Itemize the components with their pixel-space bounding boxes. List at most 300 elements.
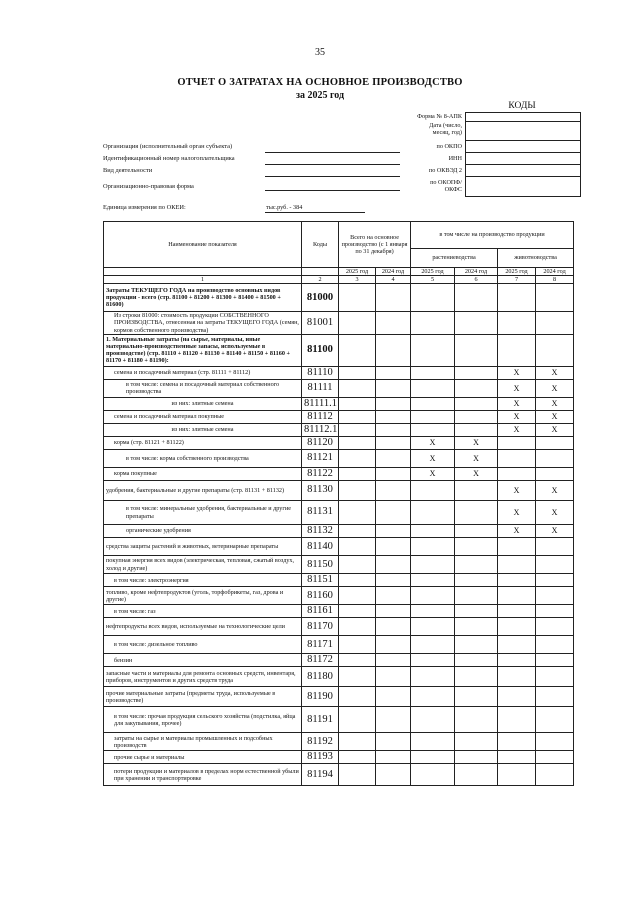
page-number: 35	[315, 47, 325, 58]
row-code: 81171	[302, 636, 339, 654]
value-cell[interactable]	[455, 525, 498, 538]
value-cell[interactable]	[411, 334, 455, 366]
table-row	[104, 707, 574, 733]
inn-code-label: ИНН	[448, 155, 462, 162]
row-name: Из строки 81000: стоимость продукции СОБСТВЕННОГО ПРОИЗВОДСТВА, отнесенная на затраты ТЕКУЩЕГО ГОДА (семян, кормов собственного производства)	[104, 312, 302, 334]
value-cell[interactable]	[498, 587, 536, 605]
value-cell[interactable]	[536, 707, 574, 733]
value-cell[interactable]	[411, 556, 455, 574]
table-row	[104, 605, 574, 618]
value-cell[interactable]	[376, 707, 411, 733]
date-label: Дата (число, месяц, год)	[429, 122, 462, 137]
value-cell[interactable]	[536, 556, 574, 574]
value-cell[interactable]	[455, 687, 498, 707]
row-name: нефтепродукты всех видов, используемые на технологические цели	[104, 618, 302, 636]
row-code: 81193	[302, 751, 339, 764]
header-year-2024: 2024 год	[376, 268, 411, 276]
value-cell[interactable]	[455, 410, 498, 423]
table-row	[104, 618, 574, 636]
value-cell[interactable]	[376, 366, 411, 379]
row-name: корма покупные	[104, 467, 302, 480]
value-cell[interactable]	[536, 605, 574, 618]
table-row	[104, 449, 574, 467]
row-name: прочие сырье и материалы	[104, 751, 302, 764]
value-cell[interactable]	[411, 366, 455, 379]
row-code: 81170	[302, 618, 339, 636]
value-cell[interactable]	[339, 366, 376, 379]
codes-header: КОДЫ	[508, 101, 536, 111]
table-row	[104, 436, 574, 449]
value-cell[interactable]	[376, 397, 411, 410]
row-name: в том числе: корма собственного производства	[104, 449, 302, 467]
value-cell[interactable]	[536, 667, 574, 687]
code-cell-inn[interactable]	[466, 153, 580, 165]
value-cell[interactable]	[455, 636, 498, 654]
unit-underline	[265, 212, 365, 213]
code-cell-form[interactable]	[466, 113, 580, 122]
not-applicable-cell: X	[498, 423, 536, 436]
row-code: 81122	[302, 467, 339, 480]
not-applicable-cell: X	[455, 449, 498, 467]
report-title: ОТЧЕТ О ЗАТРАТАХ НА ОСНОВНОЕ ПРОИЗВОДСТВО	[177, 77, 463, 88]
row-name: топливо, кроме нефтепродуктов (уголь, торфобрикеты, газ, дрова и другие)	[104, 587, 302, 605]
row-code: 81161	[302, 605, 339, 618]
row-code: 81111.1	[302, 397, 339, 410]
value-cell[interactable]	[411, 379, 455, 397]
not-applicable-cell: X	[536, 501, 574, 525]
value-cell[interactable]	[455, 284, 498, 312]
table-row	[104, 501, 574, 525]
value-cell[interactable]	[411, 707, 455, 733]
value-cell[interactable]	[339, 410, 376, 423]
value-cell[interactable]	[498, 618, 536, 636]
row-name: запасные части и материалы для ремонта основных средств, инвентаря, приборов, инструментов и других средств труда	[104, 667, 302, 687]
value-cell[interactable]	[411, 284, 455, 312]
row-name: в том числе: электроэнергия	[104, 574, 302, 587]
unit-label: Единица измерения по ОКЕИ:	[103, 204, 186, 211]
table-row	[104, 587, 574, 605]
value-cell[interactable]	[455, 667, 498, 687]
not-applicable-cell: X	[455, 467, 498, 480]
value-cell[interactable]	[376, 312, 411, 334]
value-cell[interactable]	[411, 525, 455, 538]
row-code: 81001	[302, 312, 339, 334]
value-cell[interactable]	[339, 605, 376, 618]
value-cell[interactable]	[498, 312, 536, 334]
value-cell[interactable]	[376, 449, 411, 467]
value-cell[interactable]	[455, 556, 498, 574]
value-cell[interactable]	[455, 397, 498, 410]
value-cell[interactable]	[339, 707, 376, 733]
value-cell[interactable]	[339, 556, 376, 574]
table-row	[104, 538, 574, 556]
row-code: 81112	[302, 410, 339, 423]
table-row	[104, 366, 574, 379]
row-name: затраты на сырье и материалы промышленных и подсобных производств	[104, 733, 302, 751]
not-applicable-cell: X	[455, 436, 498, 449]
value-cell[interactable]	[536, 636, 574, 654]
header-total: Всего на основное производство (с 1 января по 31 декабря)	[339, 222, 411, 268]
value-cell[interactable]	[536, 538, 574, 556]
row-code: 81151	[302, 574, 339, 587]
table-row	[104, 687, 574, 707]
value-cell[interactable]	[411, 764, 455, 786]
value-cell[interactable]	[339, 379, 376, 397]
value-cell[interactable]	[411, 501, 455, 525]
value-cell[interactable]	[339, 397, 376, 410]
row-name: в том числе: минеральные удобрения, бактериальные и другие препараты	[104, 501, 302, 525]
not-applicable-cell: X	[536, 379, 574, 397]
code-cell-okved[interactable]	[466, 165, 580, 177]
not-applicable-cell: X	[536, 481, 574, 501]
row-code: 81194	[302, 764, 339, 786]
value-cell[interactable]	[376, 538, 411, 556]
value-cell[interactable]	[498, 284, 536, 312]
value-cell[interactable]	[411, 538, 455, 556]
value-cell[interactable]	[376, 379, 411, 397]
row-code: 81150	[302, 556, 339, 574]
value-cell[interactable]	[339, 481, 376, 501]
row-name: семена и посадочный материал покупные	[104, 410, 302, 423]
costs-table	[103, 221, 574, 786]
header-name: Наименование показателя	[104, 222, 302, 268]
value-cell[interactable]	[376, 410, 411, 423]
row-name: семена и посадочный материал (стр. 81111 + 81112)	[104, 366, 302, 379]
value-cell[interactable]	[536, 312, 574, 334]
value-cell[interactable]	[536, 284, 574, 312]
value-cell[interactable]	[376, 556, 411, 574]
row-name: в том числе: газ	[104, 605, 302, 618]
column-number: 8	[536, 276, 574, 284]
table-row	[104, 397, 574, 410]
row-code: 81192	[302, 733, 339, 751]
column-number: 1	[104, 276, 302, 284]
not-applicable-cell: X	[536, 525, 574, 538]
table-row	[104, 284, 574, 312]
value-cell[interactable]	[411, 587, 455, 605]
value-cell[interactable]	[411, 312, 455, 334]
row-code: 81140	[302, 538, 339, 556]
not-applicable-cell: X	[536, 410, 574, 423]
table-row	[104, 312, 574, 334]
not-applicable-cell: X	[498, 481, 536, 501]
value-cell[interactable]	[411, 751, 455, 764]
value-cell[interactable]	[498, 654, 536, 667]
value-cell[interactable]	[411, 636, 455, 654]
value-cell[interactable]	[339, 618, 376, 636]
row-code: 81112.1	[302, 423, 339, 436]
value-cell[interactable]	[498, 751, 536, 764]
value-cell[interactable]	[339, 687, 376, 707]
value-cell[interactable]	[536, 587, 574, 605]
value-cell[interactable]	[498, 667, 536, 687]
value-cell[interactable]	[455, 618, 498, 636]
not-applicable-cell: X	[498, 501, 536, 525]
table-row	[104, 334, 574, 366]
row-code: 81190	[302, 687, 339, 707]
value-cell[interactable]	[339, 733, 376, 751]
header-animal: животноводства	[498, 249, 574, 268]
table-row	[104, 574, 574, 587]
not-applicable-cell: X	[536, 366, 574, 379]
row-code: 81110	[302, 366, 339, 379]
value-cell[interactable]	[536, 751, 574, 764]
row-name: 1. Материальные затраты (на сырье, материалы, иные материально-производственные запасы, используемые в производстве) (стр. 81110 + 81120 + 81130 + 81140 + 81150 + 81160 + 81170 + 81180 + 81190):	[104, 334, 302, 366]
value-cell[interactable]	[455, 587, 498, 605]
row-name: органические удобрения	[104, 525, 302, 538]
value-cell[interactable]	[376, 501, 411, 525]
value-cell[interactable]	[339, 334, 376, 366]
okpo-label: по ОКПО	[436, 143, 462, 150]
value-cell[interactable]	[339, 654, 376, 667]
row-name: потери продукции и материалов в пределах норм естественной убыли при хранении и транспортировке	[104, 764, 302, 786]
value-cell[interactable]	[411, 687, 455, 707]
value-cell[interactable]	[339, 764, 376, 786]
value-cell[interactable]	[376, 764, 411, 786]
value-cell[interactable]	[339, 501, 376, 525]
value-cell[interactable]	[455, 423, 498, 436]
row-name: покупная энергия всех видов (электрическая, тепловая, сжатый воздух, холод и другие)	[104, 556, 302, 574]
value-cell[interactable]	[411, 605, 455, 618]
value-cell[interactable]	[339, 449, 376, 467]
value-cell[interactable]	[376, 654, 411, 667]
not-applicable-cell: X	[498, 397, 536, 410]
value-cell[interactable]	[455, 605, 498, 618]
value-cell[interactable]	[498, 538, 536, 556]
not-applicable-cell: X	[411, 449, 455, 467]
value-cell[interactable]	[339, 423, 376, 436]
value-cell[interactable]	[536, 733, 574, 751]
value-cell[interactable]	[339, 636, 376, 654]
value-cell[interactable]	[376, 334, 411, 366]
table-row	[104, 733, 574, 751]
row-code: 81191	[302, 707, 339, 733]
value-cell[interactable]	[498, 467, 536, 480]
header-codes: Коды	[302, 222, 339, 268]
row-name: удобрения, бактериальные и другие препараты (стр. 81131 + 81132)	[104, 481, 302, 501]
value-cell[interactable]	[339, 667, 376, 687]
row-code: 81111	[302, 379, 339, 397]
column-number: 7	[498, 276, 536, 284]
form-label: Форма № 8-АПК	[417, 113, 462, 120]
activity-label: Вид деятельности	[103, 167, 153, 174]
value-cell[interactable]	[411, 667, 455, 687]
codes-box	[465, 112, 581, 197]
value-cell[interactable]	[536, 654, 574, 667]
value-cell[interactable]	[376, 605, 411, 618]
code-cell-okopf[interactable]	[466, 177, 580, 196]
header-year-2025: 2025 год	[498, 268, 536, 276]
value-cell[interactable]	[411, 574, 455, 587]
not-applicable-cell: X	[498, 410, 536, 423]
table-row	[104, 481, 574, 501]
header-year-2025: 2025 год	[339, 268, 376, 276]
value-cell[interactable]	[455, 733, 498, 751]
value-cell[interactable]	[339, 751, 376, 764]
value-cell[interactable]	[339, 587, 376, 605]
value-cell[interactable]	[339, 312, 376, 334]
legal-form-label: Организационно-правовая форма	[103, 183, 194, 190]
value-cell[interactable]	[339, 574, 376, 587]
row-code: 81100	[302, 334, 339, 366]
header-year-2025: 2025 год	[411, 268, 455, 276]
table-row	[104, 525, 574, 538]
row-name: в том числе: прочая продукция сельского хозяйства (подстилка, яйца для закупывания, прочее)	[104, 707, 302, 733]
inn-label: Идентификационный номер налогоплательщика	[103, 155, 235, 162]
not-applicable-cell: X	[536, 423, 574, 436]
column-number: 6	[455, 276, 498, 284]
code-cell-okpo[interactable]	[466, 141, 580, 153]
value-cell[interactable]	[536, 334, 574, 366]
not-applicable-cell: X	[498, 366, 536, 379]
table-row	[104, 423, 574, 436]
row-code: 81130	[302, 481, 339, 501]
table-row	[104, 654, 574, 667]
row-code: 81120	[302, 436, 339, 449]
not-applicable-cell: X	[498, 379, 536, 397]
value-cell[interactable]	[455, 574, 498, 587]
value-cell[interactable]	[411, 423, 455, 436]
row-name: в том числе: дизельное топливо	[104, 636, 302, 654]
value-cell[interactable]	[376, 751, 411, 764]
value-cell[interactable]	[376, 618, 411, 636]
value-cell[interactable]	[376, 284, 411, 312]
value-cell[interactable]	[498, 764, 536, 786]
row-code: 81160	[302, 587, 339, 605]
value-cell[interactable]	[411, 410, 455, 423]
value-cell[interactable]	[411, 618, 455, 636]
value-cell[interactable]	[498, 707, 536, 733]
value-cell[interactable]	[411, 481, 455, 501]
table-row	[104, 667, 574, 687]
value-cell[interactable]	[339, 525, 376, 538]
value-cell[interactable]	[455, 366, 498, 379]
value-cell[interactable]	[536, 618, 574, 636]
table-row	[104, 467, 574, 480]
row-name: из них: элитные семена	[104, 397, 302, 410]
value-cell[interactable]	[498, 733, 536, 751]
organization-label: Организация (исполнительный орган субъекта)	[103, 143, 233, 150]
value-cell[interactable]	[376, 733, 411, 751]
value-cell[interactable]	[376, 667, 411, 687]
value-cell[interactable]	[455, 707, 498, 733]
value-cell[interactable]	[455, 334, 498, 366]
value-cell[interactable]	[498, 636, 536, 654]
unit-value: тыс.руб. - 384	[266, 204, 303, 211]
value-cell[interactable]	[498, 449, 536, 467]
header-year-2024: 2024 год	[536, 268, 574, 276]
value-cell[interactable]	[339, 538, 376, 556]
value-cell[interactable]	[376, 436, 411, 449]
header-incl: в том числе на производство продукции	[411, 222, 574, 249]
row-name: бензин	[104, 654, 302, 667]
row-name: Затраты ТЕКУЩЕГО ГОДА на производство основных видов продукции - всего (стр. 81100 + 81200 + 81300 + 81400 + 81500 + 81600)	[104, 284, 302, 312]
header-year-2024: 2024 год	[455, 268, 498, 276]
table-row	[104, 751, 574, 764]
value-cell[interactable]	[536, 467, 574, 480]
value-cell[interactable]	[498, 605, 536, 618]
okopf-label: по ОКОПФ/ ОКФС	[430, 179, 462, 194]
value-cell[interactable]	[455, 501, 498, 525]
report-period: за 2025 год	[295, 90, 345, 101]
value-cell[interactable]	[498, 574, 536, 587]
row-code: 81172	[302, 654, 339, 667]
value-cell[interactable]	[411, 733, 455, 751]
value-cell[interactable]	[455, 481, 498, 501]
inn-field[interactable]	[265, 164, 400, 165]
row-name: из них: элитные семена	[104, 423, 302, 436]
value-cell[interactable]	[339, 436, 376, 449]
value-cell[interactable]	[498, 436, 536, 449]
value-cell[interactable]	[376, 587, 411, 605]
activity-field[interactable]	[265, 176, 400, 177]
value-cell[interactable]	[455, 538, 498, 556]
value-cell[interactable]	[376, 467, 411, 480]
table-row	[104, 379, 574, 397]
value-cell[interactable]	[536, 764, 574, 786]
not-applicable-cell: X	[411, 436, 455, 449]
not-applicable-cell: X	[498, 525, 536, 538]
value-cell[interactable]	[376, 525, 411, 538]
row-code: 81000	[302, 284, 339, 312]
header-blank-code	[302, 268, 339, 276]
table-row	[104, 410, 574, 423]
value-cell[interactable]	[455, 379, 498, 397]
value-cell[interactable]	[455, 764, 498, 786]
value-cell[interactable]	[411, 654, 455, 667]
value-cell[interactable]	[376, 481, 411, 501]
value-cell[interactable]	[536, 436, 574, 449]
row-code: 81180	[302, 667, 339, 687]
table-row	[104, 556, 574, 574]
value-cell[interactable]	[498, 334, 536, 366]
value-cell[interactable]	[455, 312, 498, 334]
row-code: 81131	[302, 501, 339, 525]
value-cell[interactable]	[455, 751, 498, 764]
column-number: 5	[411, 276, 455, 284]
value-cell[interactable]	[536, 574, 574, 587]
legal-form-field[interactable]	[265, 190, 400, 191]
code-cell-date[interactable]	[466, 122, 580, 141]
okved-label: по ОКВЭД 2	[428, 167, 462, 174]
row-code: 81132	[302, 525, 339, 538]
value-cell[interactable]	[339, 284, 376, 312]
value-cell[interactable]	[339, 467, 376, 480]
column-number: 3	[339, 276, 376, 284]
value-cell[interactable]	[376, 636, 411, 654]
row-name: средства защиты растений и животных, ветеринарные препараты	[104, 538, 302, 556]
value-cell[interactable]	[498, 687, 536, 707]
value-cell[interactable]	[498, 556, 536, 574]
row-code: 81121	[302, 449, 339, 467]
row-name: в том числе: семена и посадочный материал собственного производства	[104, 379, 302, 397]
value-cell[interactable]	[536, 449, 574, 467]
organization-field[interactable]	[265, 152, 400, 153]
value-cell[interactable]	[455, 654, 498, 667]
column-number: 4	[376, 276, 411, 284]
value-cell[interactable]	[411, 397, 455, 410]
value-cell[interactable]	[376, 574, 411, 587]
value-cell[interactable]	[536, 687, 574, 707]
row-name: корма (стр. 81121 + 81122)	[104, 436, 302, 449]
table-row	[104, 636, 574, 654]
header-blank-name	[104, 268, 302, 276]
value-cell[interactable]	[376, 423, 411, 436]
column-number: 2	[302, 276, 339, 284]
value-cell[interactable]	[376, 687, 411, 707]
not-applicable-cell: X	[411, 467, 455, 480]
header-crop: растениеводства	[411, 249, 498, 268]
